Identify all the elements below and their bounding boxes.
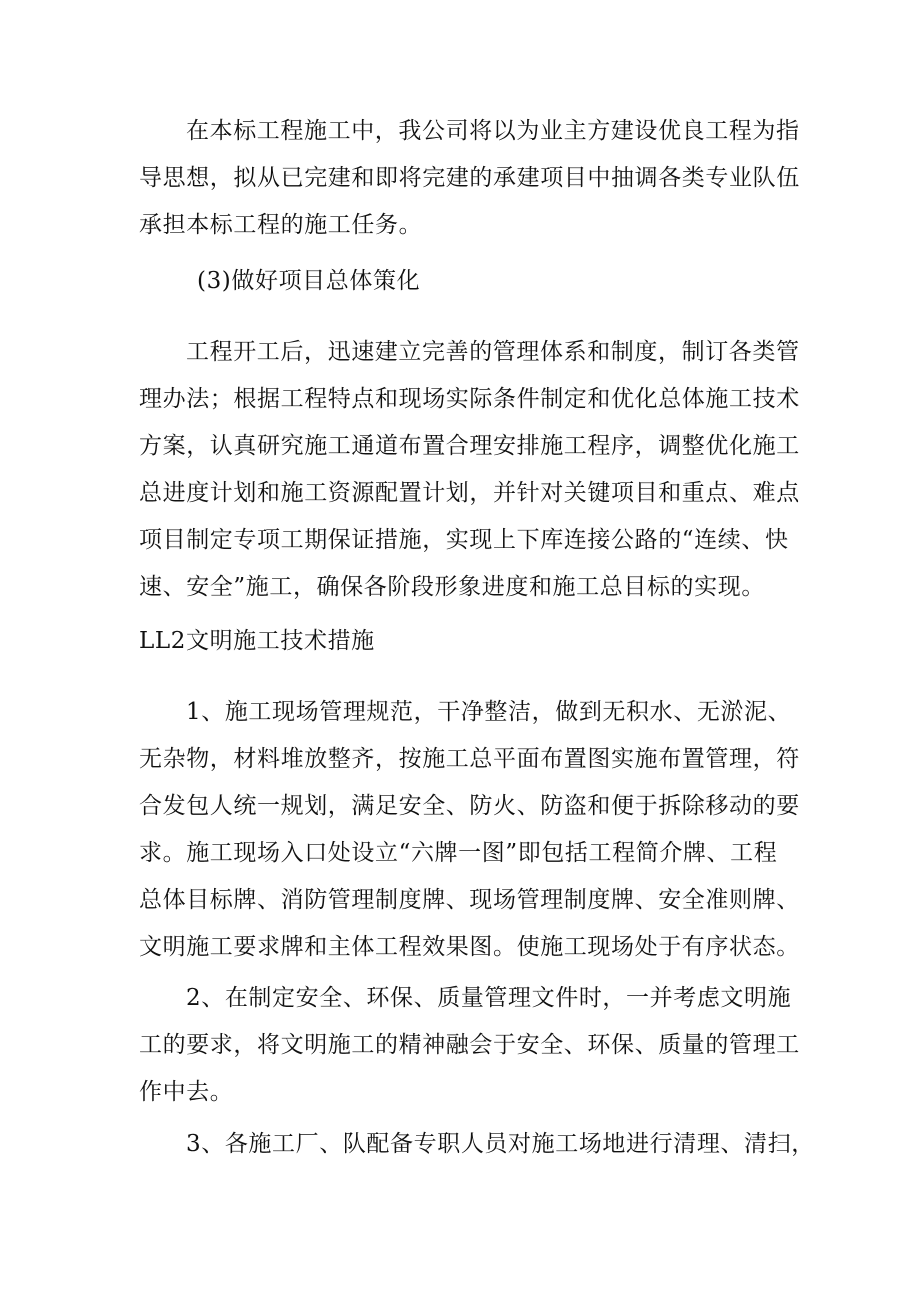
paragraph-line: 工程开工后，迅速建立完善的管理体系和制度，制订各类管 <box>186 339 800 365</box>
paragraph-line: 作中去。 <box>139 1079 234 1105</box>
paragraph-line: 方案，认真研究施工通道布置合理安排施工程序，调整优化施工 <box>139 433 800 459</box>
section-heading: LL2文明施工技术措施 <box>139 628 375 654</box>
section-heading: (3)做好项目总体策化 <box>197 268 421 294</box>
paragraph-line: 文明施工要求牌和主体工程效果图。使施工现场处于有序状态。 <box>139 934 800 960</box>
paragraph-line: 2、在制定安全、环保、质量管理文件时，一并考虑文明施 <box>186 985 792 1011</box>
paragraph-line: 求。施工现场入口处设立“六牌一图”即包括工程简介牌、工程 <box>139 840 778 866</box>
paragraph-line: 3、各施工厂、队配备专职人员对施工场地进行清理、清扫， <box>186 1131 815 1157</box>
paragraph-line: 总体目标牌、消防管理制度牌、现场管理制度牌、安全准则牌、 <box>139 887 800 913</box>
paragraph-line: 工的要求，将文明施工的精神融会于安全、环保、质量的管理工 <box>139 1032 800 1058</box>
paragraph-line: 1、施工现场管理规范，干净整洁，做到无积水、无淤泥、 <box>186 699 792 725</box>
paragraph-line: 理办法；根据工程特点和现场实际条件制定和优化总体施工技术 <box>139 386 800 412</box>
paragraph-line: 速、安全”施工，确保各阶段形象进度和施工总目标的实现。 <box>139 574 765 600</box>
paragraph-line: 导思想，拟从已完建和即将完建的承建项目中抽调各类专业队伍 <box>139 165 800 191</box>
paragraph-line: 在本标工程施工中，我公司将以为业主方建设优良工程为指 <box>186 118 800 144</box>
paragraph-line: 无杂物，材料堆放整齐，按施工总平面布置图实施布置管理，符 <box>139 746 800 772</box>
paragraph-line: 总进度计划和施工资源配置计划，并针对关键项目和重点、难点 <box>139 480 800 506</box>
paragraph-line: 承担本标工程的施工任务。 <box>139 212 423 238</box>
paragraph-line: 项目制定专项工期保证措施，实现上下库连接公路的“连续、快 <box>139 527 789 553</box>
paragraph-line: 合发包人统一规划，满足安全、防火、防盗和便于拆除移动的要 <box>139 793 800 819</box>
